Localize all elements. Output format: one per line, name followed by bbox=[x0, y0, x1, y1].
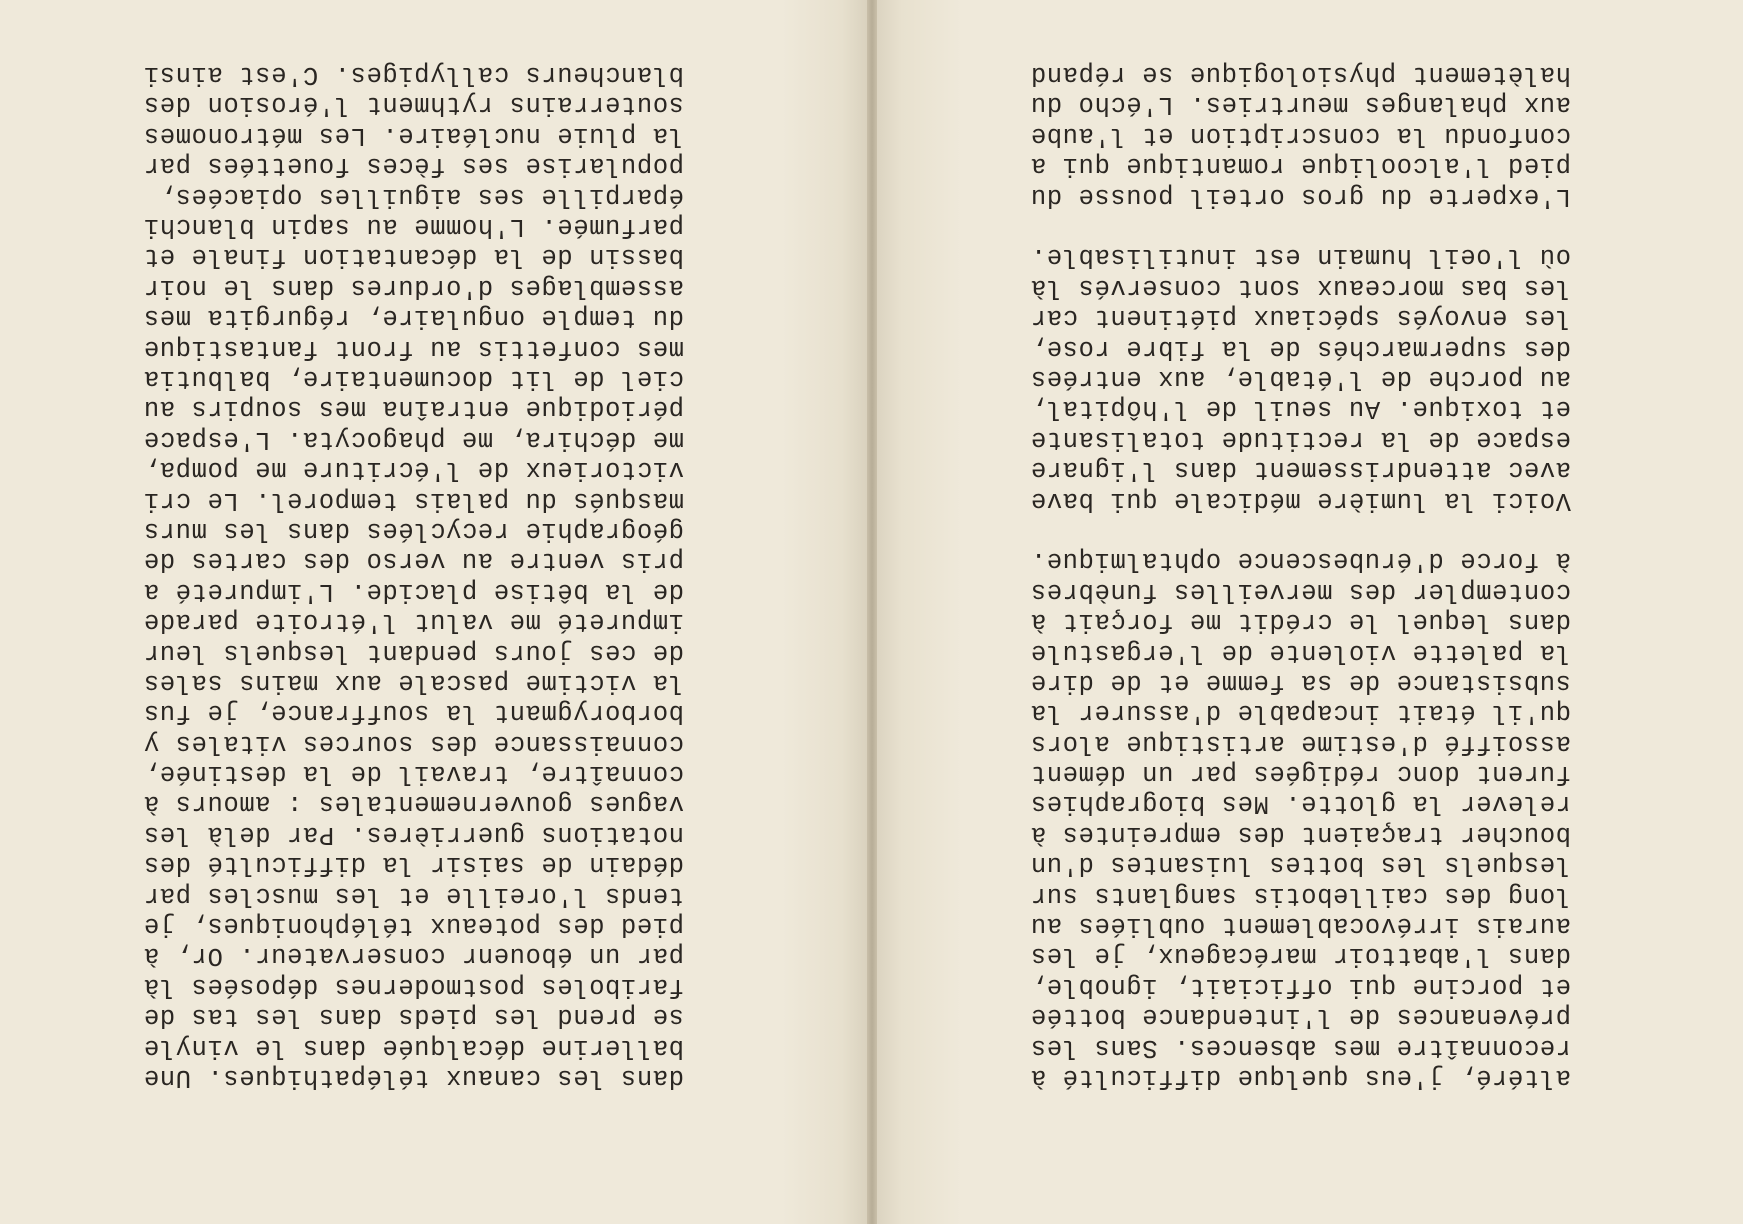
text-line: éparpille ses aiguilles opiacées, bbox=[159, 181, 684, 211]
text-line: L'experte du gros orteil pousse du bbox=[1030, 181, 1571, 211]
text-line: long des caillebotis sanglants sur bbox=[1030, 880, 1571, 910]
text-line: les envoyés spéciaux piétinent car bbox=[1030, 303, 1571, 333]
text-block-left bbox=[1030, 59, 1571, 1092]
text-line: où l'oeil humain est inutilisable. bbox=[1030, 242, 1571, 272]
text-line: me déchira, me phagocyta. L'espace bbox=[143, 424, 684, 454]
text-line: fariboles postmodernes déposées là bbox=[143, 971, 684, 1001]
text-line: popularise ses fèces fouettées par bbox=[143, 151, 684, 181]
text-line: tends l'oreille et les muscles par bbox=[143, 880, 684, 910]
text-line: dans lequel le crédit me forçait à bbox=[1030, 607, 1571, 637]
text-line: dans l'abattoir marécageux, je les bbox=[1030, 941, 1571, 971]
text-line: confondu la conscription et l'aube bbox=[1030, 120, 1571, 150]
text-line: connaissance des sources vitales y bbox=[143, 728, 684, 758]
text-line: et porcine qui officiait, ignoble, bbox=[1030, 971, 1571, 1001]
text-line: périodique entraîna mes soupirs au bbox=[143, 394, 684, 424]
text-line: relever la glotte. Mes biographies bbox=[1030, 789, 1571, 819]
text-line: vagues gouvernementales : amours à bbox=[143, 789, 684, 819]
text-line: avec attendrissement dans l'ignare bbox=[1030, 455, 1571, 485]
book-spine bbox=[867, 0, 877, 1224]
text-line: connaître, travail de la destinée, bbox=[143, 759, 684, 789]
text-line: ballerine décalquée dans le vinyle bbox=[143, 1032, 684, 1062]
text-line bbox=[1030, 211, 1571, 241]
text-line: à force d'érubescence ophtalmique. bbox=[1030, 546, 1571, 576]
text-line: et toxique. Au seuil de l'hôpital, bbox=[1030, 394, 1571, 424]
text-line: notations guerrières. Par delà les bbox=[143, 819, 684, 849]
text-line: altéré, j'eus quelque difficulté à bbox=[1030, 1063, 1571, 1092]
text-line: contempler des merveilles funèbres bbox=[1030, 576, 1571, 606]
text-line: des supermarchés de la fibre rose, bbox=[1030, 333, 1571, 363]
text-line: prévenances de l'intendance bottée bbox=[1030, 1002, 1571, 1032]
text-line: lesquels les bottes luisantes d'un bbox=[1030, 850, 1571, 880]
text-line: la victime pascale aux mains sales bbox=[143, 667, 684, 697]
text-line: pris ventre au verso des cartes de bbox=[143, 546, 684, 576]
text-line: subsistance de sa femme et de dire bbox=[1030, 667, 1571, 697]
text-line: ciel de lit documentaire, balbutia bbox=[143, 364, 684, 394]
text-line bbox=[1030, 515, 1571, 545]
text-line: boucher traçaient des empreintes à bbox=[1030, 819, 1571, 849]
text-line: pied l'alcoolique romantique qui a bbox=[1030, 151, 1571, 181]
text-line: impureté me valut l'étroite parade bbox=[143, 607, 684, 637]
text-line: aux phalanges meurtries. L'écho du bbox=[1030, 90, 1571, 120]
text-line: blancheurs callypiges. C'est ainsi bbox=[143, 60, 684, 90]
text-line: dans les canaux télépathiques. Une bbox=[143, 1063, 684, 1092]
text-line: du temple ongulaire, régurgita mes bbox=[143, 303, 684, 333]
text-line: victorieux de l'écriture me pompa, bbox=[143, 455, 684, 485]
text-line: reconnaître mes absences. Sans les bbox=[1030, 1032, 1571, 1062]
text-line: pied des poteaux téléphoniques, je bbox=[143, 911, 684, 941]
text-line: géographie recyclées dans les murs bbox=[143, 515, 684, 545]
text-line: se prend les pieds dans les tas de bbox=[143, 1002, 684, 1032]
text-block-right bbox=[143, 59, 684, 1092]
text-line: au porche de l'étable, aux entrées bbox=[1030, 364, 1571, 394]
page-left-text bbox=[872, 0, 1743, 1224]
text-line: la palette violente de l'ergastule bbox=[1030, 637, 1571, 667]
text-line: aurais irrévocablement oubliées au bbox=[1030, 911, 1571, 941]
text-line: qu'il était incapable d'assurer la bbox=[1030, 698, 1571, 728]
text-line: assoiffé d'estime artistique alors bbox=[1030, 728, 1571, 758]
text-line: halètement physiologique se répand bbox=[1030, 60, 1571, 90]
text-line: de ces jours pendant lesquels leur bbox=[143, 637, 684, 667]
text-line: borborygmant la souffrance, je fus bbox=[143, 698, 684, 728]
text-line: furent donc rédigées par un dément bbox=[1030, 759, 1571, 789]
text-line: par un ébouenr conservateur. Or, à bbox=[143, 941, 684, 971]
text-line: assemblages d'ordures dans le noir bbox=[143, 272, 684, 302]
text-line: la pluie nucléaire. Les métronomes bbox=[143, 120, 684, 150]
text-line: mes confettis au front fantastique bbox=[143, 333, 684, 363]
text-line: bassin de la décantation finale et bbox=[143, 242, 684, 272]
text-line: parfumée. L'homme au sapin blanchi bbox=[143, 212, 684, 242]
text-line: dédain de saisir la difficulté des bbox=[143, 850, 684, 880]
text-line: masqués du palais temporel. Le cri bbox=[143, 485, 684, 515]
text-line: de la bêtise placide. L'impureté a bbox=[143, 576, 684, 606]
text-line: les bas morceaux sont conservés là bbox=[1030, 272, 1571, 302]
text-line: souterrains rythment l'érosion des bbox=[143, 90, 684, 120]
text-line: espace de la rectitude totalisante bbox=[1030, 424, 1571, 454]
text-line: Voici la lumière médicale qui bave bbox=[1030, 485, 1571, 515]
